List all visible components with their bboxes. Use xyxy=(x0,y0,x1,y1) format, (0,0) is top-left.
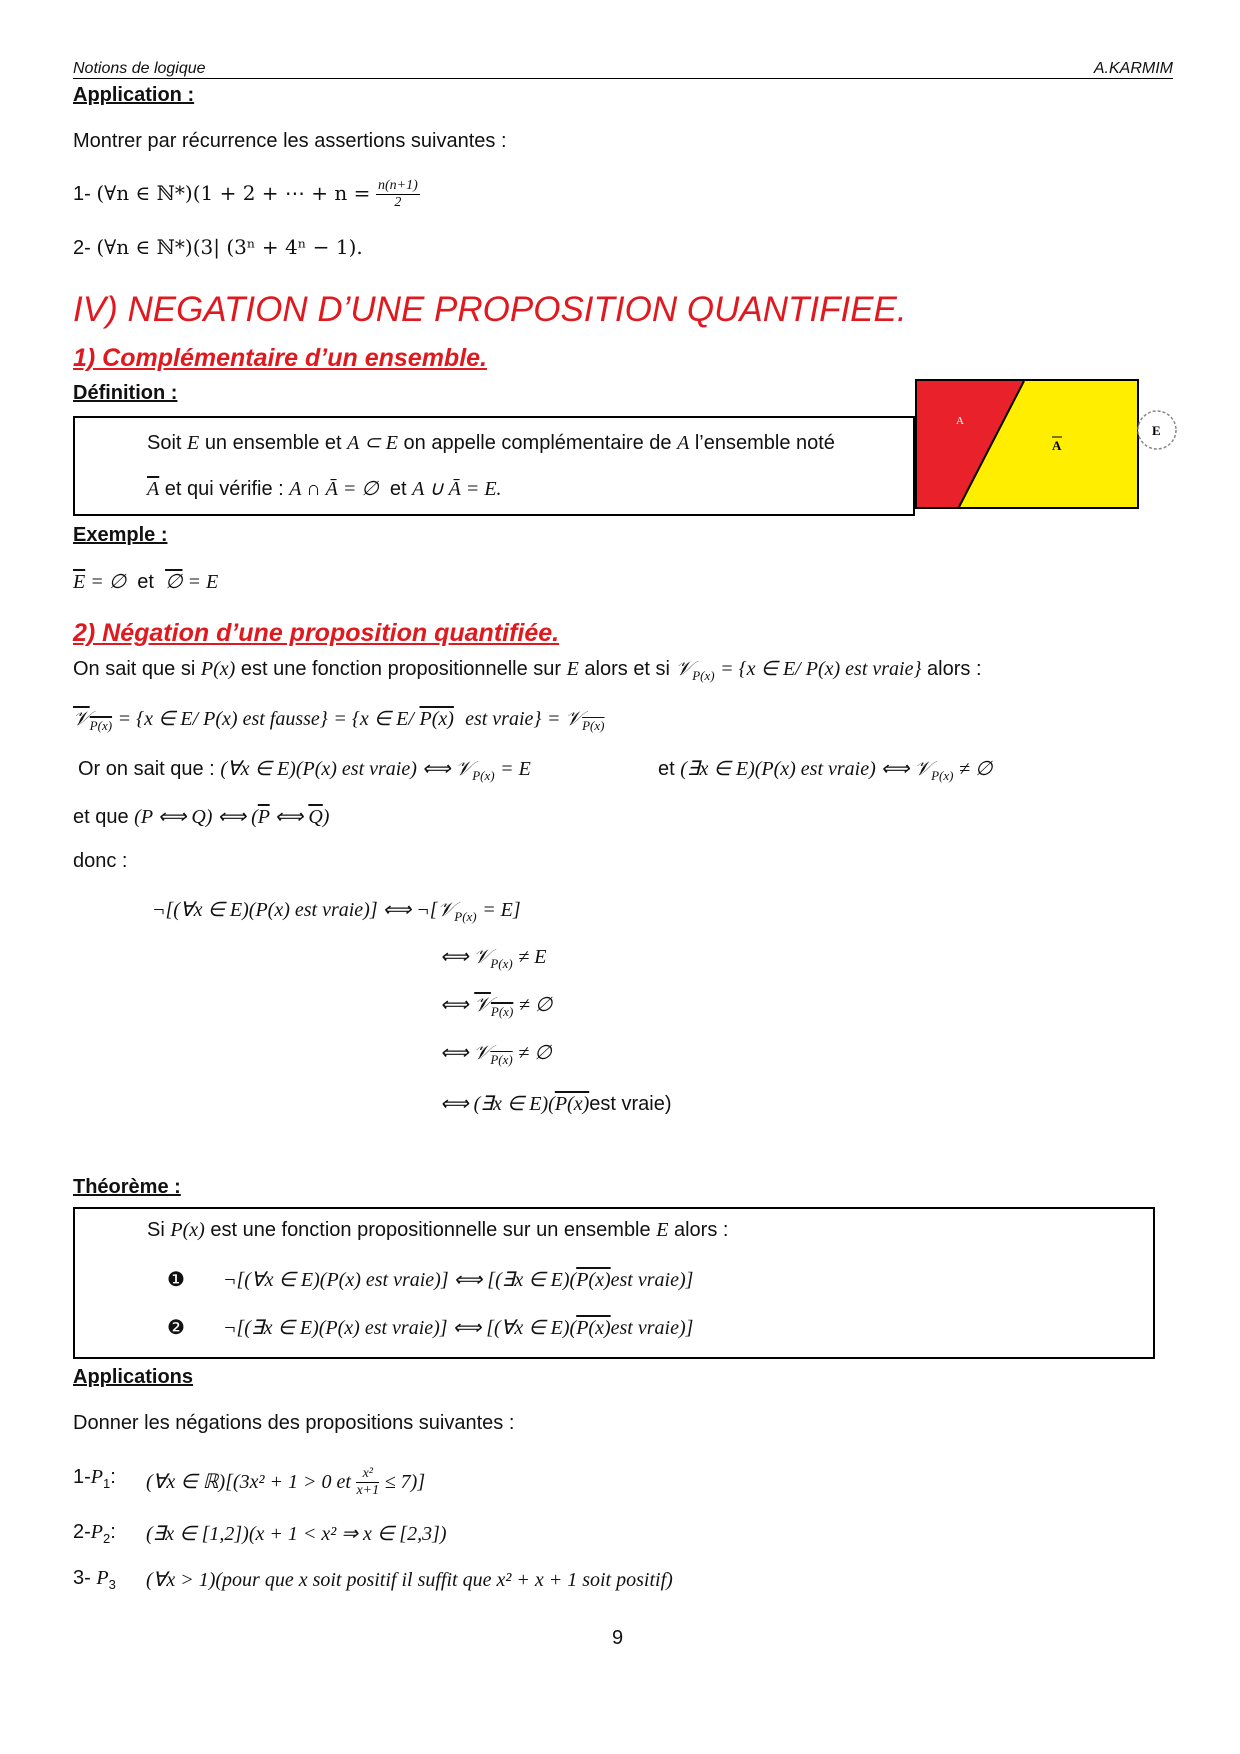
theorem-bullet-1: ❶ xyxy=(167,1269,185,1291)
text-line-2: 𝒱$_{P(x)}$ = {x ∈ E/ P(x) est fausse} = {x ∈ E/ P(x) est vraie} = 𝒱$_{P(x)}$ xyxy=(73,708,605,733)
chain-line-3: ⟺ 𝒱$_{P(x)}$ ≠ ∅ xyxy=(440,994,553,1019)
text-line-3: Or on sait que : (∀x ∈ E)(P(x) est vraie) ⟺ 𝒱$_{P(x)}$ = E xyxy=(78,758,531,783)
text-line-3b: et (∃x ∈ E)(P(x) est vraie) ⟺ 𝒱$_{P(x)}$ ≠ ∅ xyxy=(658,758,993,783)
label-Abar: A xyxy=(1052,438,1062,453)
label-A: A xyxy=(956,415,964,427)
application-item-1 xyxy=(73,178,420,211)
definition-line-1: Soit E un ensemble et A ⊂ E on appelle complémentaire de A l’ensemble noté xyxy=(147,432,835,454)
chain-line-4: ⟺ 𝒱$_{P(x)}$ ≠ ∅ xyxy=(440,1042,552,1067)
definition-label: Définition : xyxy=(73,382,178,404)
proposition-1: $1-P_1$: xyxy=(73,1466,116,1491)
theorem-line-1: Si P(x) est une fonction propositionnelle sur un ensemble E alors : xyxy=(147,1219,729,1241)
applications-title: Applications xyxy=(73,1366,194,1388)
application-item-2 xyxy=(73,235,363,260)
fraction: $\frac{n(n+1)}{2}$ xyxy=(377,178,418,210)
theorem-statement-1: ¬[(∀x ∈ E)(P(x) est vraie)] ⟺ [(∃x ∈ E)(P(x)est vraie)] xyxy=(223,1269,694,1291)
application-intro: Montrer par récurrence les assertions suivantes : xyxy=(73,130,507,152)
text-line-4: et que (P ⟺ Q) ⟺ ($\overline{P}$ ⟺ $\overline{Q}$) xyxy=(73,806,330,828)
definition-box xyxy=(73,416,915,516)
theorem-statement-2: ¬[(∃x ∈ E)(P(x) est vraie)] ⟺ [(∀x ∈ E)(P(x)est vraie)] xyxy=(223,1317,694,1339)
theorem-bullet-2: ❷ xyxy=(167,1317,185,1339)
application-title: Application : xyxy=(73,84,195,106)
header-rule xyxy=(73,78,1173,79)
proposition-3-math: (∀x > 1)(pour que x soit positif il suffit que x² + x + 1 soit positif) xyxy=(146,1569,673,1591)
proposition-1-math: (∀x ∈ ℝ)[(3x² + 1 > 0 et $\frac{\text{x²}}{x+1}$ ≤ 7)] xyxy=(146,1466,426,1498)
theorem-box xyxy=(73,1207,1155,1359)
chain-line-5: ⟺ (∃x ∈ E)(P(x)est vraie) xyxy=(440,1093,672,1115)
page-number: 9 xyxy=(612,1627,624,1649)
applications-intro: Donner les négations des propositions suivantes : xyxy=(73,1412,515,1434)
header-left: Notions de logique xyxy=(73,60,206,77)
proposition-2-math: (∃x ∈ [1,2])(x + 1 < x² ⇒ x ∈ [2,3]) xyxy=(146,1523,447,1545)
chain-line-1: ¬[(∀x ∈ E)(P(x) est vraie)] ⟺ ¬[𝒱$_{P(x)}$ = E] xyxy=(152,899,521,924)
item-math: (∀n ∈ ℕ*)(1 + 2 + ⋯ + n = xyxy=(96,180,371,205)
complement-figure xyxy=(912,368,1182,516)
subsection-1-title: 1) Complémentaire d’un ensemble. xyxy=(73,344,487,372)
item-label: 1- xyxy=(73,182,91,205)
theorem-label: Théorème : xyxy=(73,1176,181,1198)
text-line-1: On sait que si P(x) est une fonction propositionnelle sur E alors et si 𝒱$_{P(x)}$ = {x ∈ E/ P(x) est vraie} alors : xyxy=(73,658,982,683)
item-math: (∀n ∈ ℕ*)(3| (3ⁿ + 4ⁿ − 1). xyxy=(96,235,363,259)
chain-line-2: ⟺ 𝒱$_{P(x)}$ ≠ E xyxy=(440,946,547,971)
section-title: IV) NEGATION D’UNE PROPOSITION QUANTIFIEE. xyxy=(73,290,907,329)
subsection-2-title: 2) Négation d’une proposition quantifiée. xyxy=(73,619,560,647)
donc-label: donc : xyxy=(73,850,128,872)
header-right: A.KARMIM xyxy=(1093,60,1173,77)
example-label: Exemple : xyxy=(73,524,168,546)
example-line: $\overline{E}$ = ∅ et ∅ = E xyxy=(73,571,219,593)
definition-line-2: $\overline{A}$ et qui vérifie : A ∩ Ā = ∅ et A ∪ Ā = E. xyxy=(147,478,502,500)
proposition-2: $2-P_2$: xyxy=(73,1521,116,1546)
label-E: E xyxy=(1152,423,1161,438)
proposition-3: 3- $P_3$ xyxy=(73,1567,116,1592)
item-label: 2- xyxy=(73,237,91,259)
